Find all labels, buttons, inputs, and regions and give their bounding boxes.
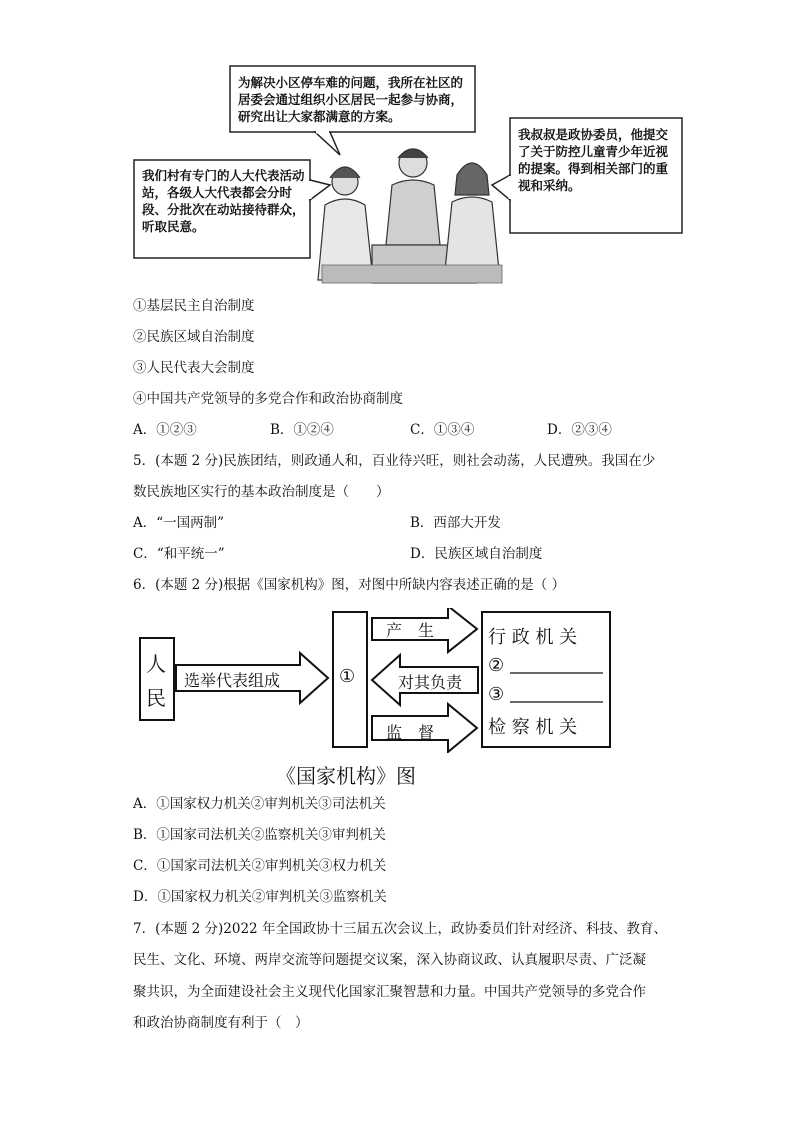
- q4-item-3: ③人民代表大会制度: [133, 360, 255, 376]
- q6-option-a[interactable]: A．①国家权力机关②审判机关③司法机关: [133, 796, 386, 812]
- diagram-caption: 《国家机构》图: [276, 764, 416, 788]
- q5-option-d[interactable]: D．民族区域自治制度: [410, 546, 543, 562]
- bubble-top-text: 为解决小区停车难的问题，我所在社区的居委会通过组织小区居民一起参与协商，研究出让大家都满意的方案。: [238, 75, 464, 124]
- table: [322, 265, 502, 283]
- q5-stem-line1: 5．(本题 2 分)民族团结，则政通人和，百业待兴旺，则社会动荡，人民遭殃。我国在少: [133, 453, 656, 469]
- diagram-produce-label: 产 生: [386, 621, 435, 640]
- q5-option-c[interactable]: C．“和平统一”: [133, 546, 225, 562]
- diagram-right-item-2: ②: [488, 655, 505, 676]
- bubble-right-text: 我叔叔是政协委员，他提交了关于防控儿童青少年近视的提案。得到相关部门的重视和采纳。: [518, 127, 669, 193]
- diagram-responsible-label: 对其负责: [398, 673, 463, 692]
- q4-option-b[interactable]: B．①②④: [270, 422, 334, 438]
- diagram-right-item-3: ③: [488, 684, 505, 705]
- diagram-elect-label: 选举代表组成: [184, 671, 281, 690]
- q4-option-d[interactable]: D．②③④: [547, 422, 612, 438]
- q6-option-c[interactable]: C．①国家司法机关②审判机关③权力机关: [133, 858, 387, 874]
- bubble-left-text: 我们村有专门的人大代表活动站，各级人大代表都会分时段、分批次在动站接待群众，听取民意。: [142, 168, 305, 234]
- q7-line-4: 和政治协商制度有利于（ ）: [133, 1015, 309, 1031]
- q6-option-b[interactable]: B．①国家司法机关②监察机关③审判机关: [133, 827, 386, 843]
- q4-item-2: ②民族区域自治制度: [133, 329, 255, 345]
- q6-stem: 6．(本题 2 分)根据《国家机构》图，对图中所缺内容表述正确的是（ ）: [133, 577, 566, 593]
- diagram-center-marker: ①: [339, 666, 356, 687]
- q5-option-b[interactable]: B．西部大开发: [410, 515, 501, 531]
- q4-item-4: ④中国共产党领导的多党合作和政治协商制度: [133, 391, 403, 407]
- q5-option-a[interactable]: A．“一国两制”: [133, 515, 225, 531]
- diagram-right-item-4: 检 察 机 关: [488, 717, 578, 738]
- diagram-people-char1: 人: [146, 652, 166, 676]
- woman-right-figure: [444, 163, 500, 280]
- diagram-supervise-label: 监 督: [386, 723, 435, 742]
- q4-option-a[interactable]: A．①②③: [133, 422, 197, 438]
- q4-option-c[interactable]: C．①③④: [410, 422, 475, 438]
- diagram-right-item-1: 行 政 机 关: [488, 627, 578, 648]
- q6-option-d[interactable]: D．①国家权力机关②审判机关③监察机关: [133, 889, 387, 905]
- q7-line-2: 民生、文化、环境、两岸交流等问题提交议案，深入协商议政、认真履职尽责、广泛凝: [133, 952, 646, 968]
- q7-line-3: 聚共识，为全面建设社会主义现代化国家汇聚智慧和力量。中国共产党领导的多党合作: [133, 984, 646, 1000]
- diagram-people-char2: 民: [146, 686, 166, 710]
- q7-line-1: 7．(本题 2 分)2022 年全国政协十三届五次会议上，政协委员们针对经济、科技、教育、: [133, 921, 667, 937]
- q4-item-1: ①基层民主自治制度: [133, 298, 255, 314]
- q5-stem-line2: 数民族地区实行的基本政治制度是（ ）: [133, 484, 390, 500]
